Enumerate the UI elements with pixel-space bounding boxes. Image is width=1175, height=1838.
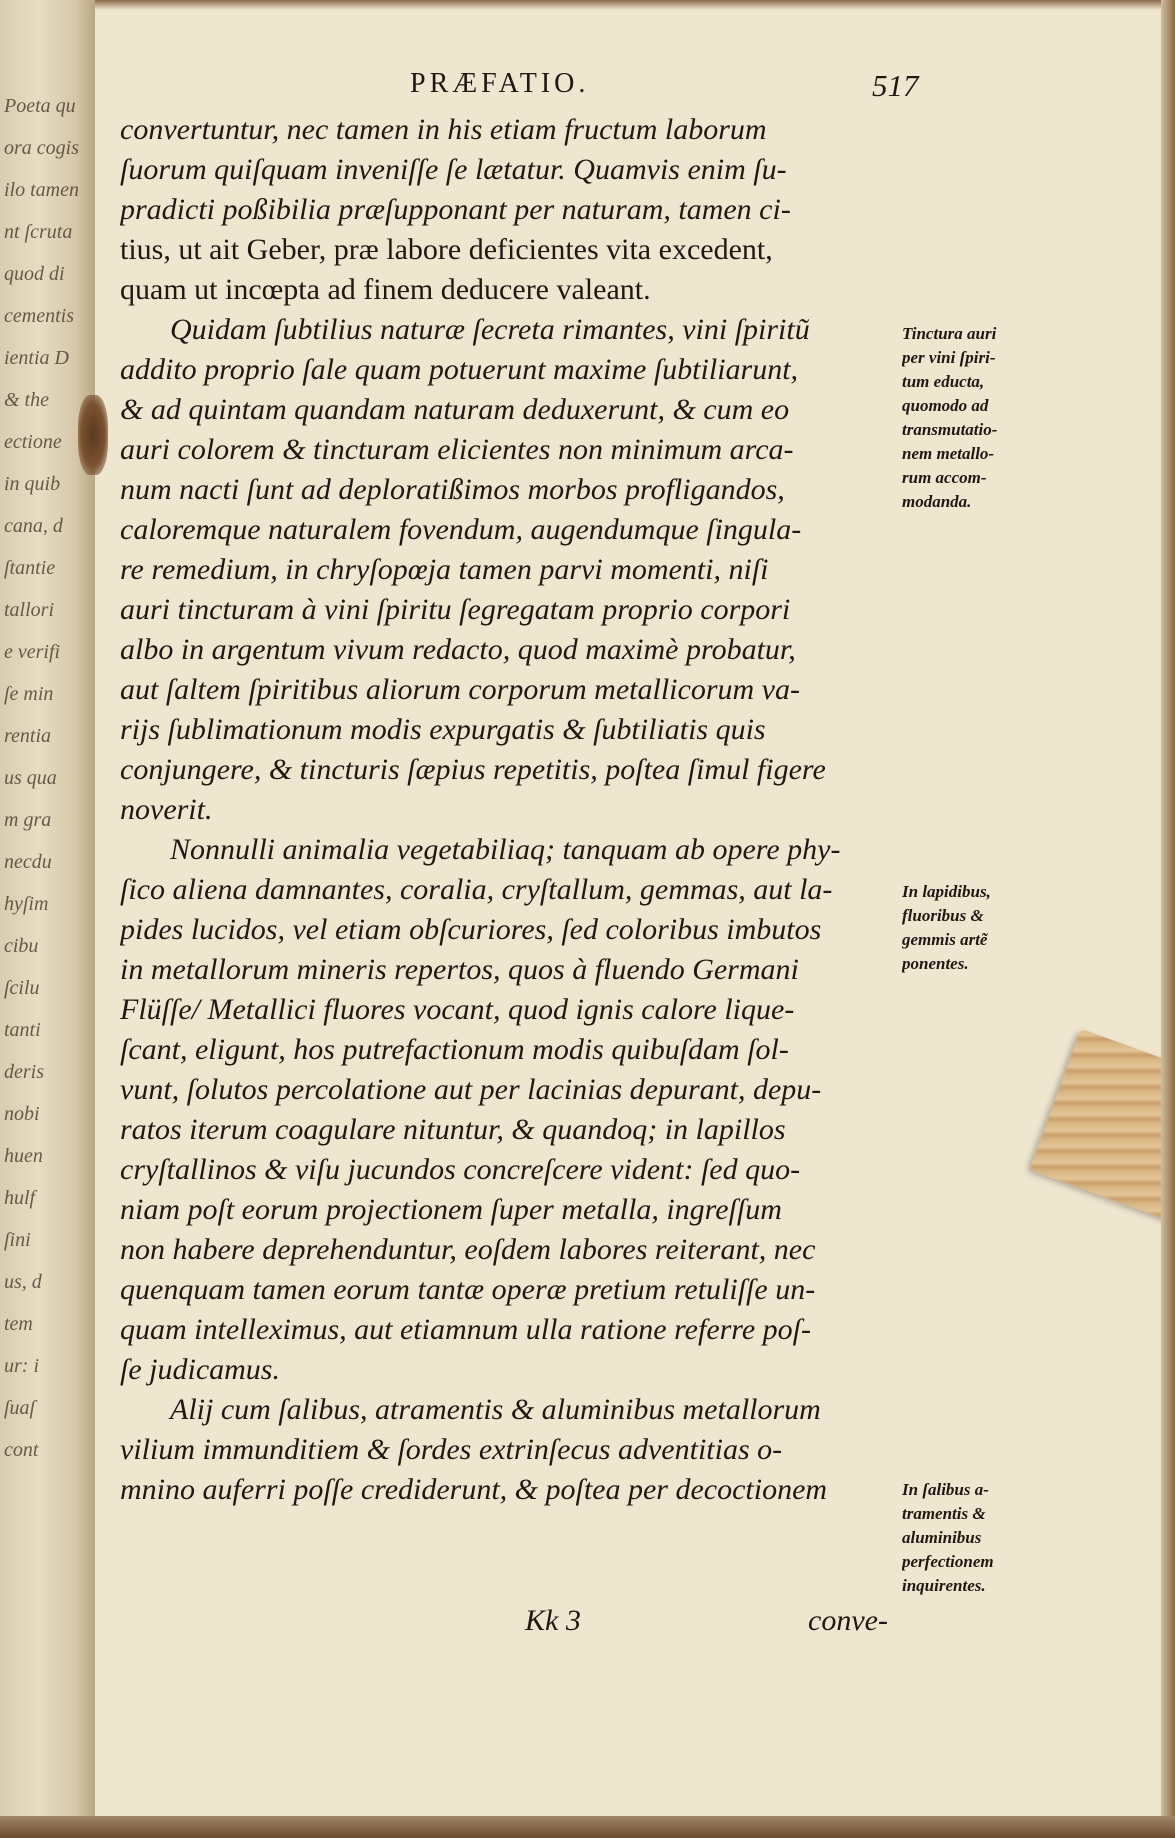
facing-page-fragment: ſcilu (4, 977, 40, 999)
text-line: ratos iterum coagulare nituntur, & quandoq; in lapillos (120, 1113, 786, 1146)
wooden-page-holder (1030, 1029, 1175, 1232)
text-line: Quidam ſubtilius naturæ ſecreta rimantes, vini ſpiritũ (170, 313, 810, 346)
margin-note-line: In ſalibus a- (902, 1480, 989, 1499)
facing-page-fragment: huen (4, 1145, 43, 1167)
facing-page-fragment: rentia (4, 725, 52, 747)
margin-note-line: gemmis artẽ (902, 930, 988, 949)
facing-page-fragment: ſtantie (4, 557, 56, 579)
page-bottom-edge (0, 1816, 1175, 1838)
text-line: pradicti poßibilia præſupponant per naturam, tamen ci- (120, 193, 791, 226)
facing-page-fragment: quod di (4, 263, 65, 285)
text-line: addito proprio ſale quam potuerunt maxime ſubtiliarunt, (120, 353, 799, 386)
facing-page-fragment: necdu (4, 851, 52, 873)
text-line: convertuntur, nec tamen in his etiam fructum laborum (120, 113, 767, 146)
body-text (120, 110, 910, 1510)
text-line: mnino auferri poſſe crediderunt, & poſtea per decoctionem (120, 1473, 828, 1506)
facing-page-fragment: nobi (4, 1103, 40, 1125)
margin-note-line: tramentis & (902, 1504, 986, 1523)
facing-page-fragment: ilo tamen (4, 179, 79, 201)
text-line: ſe judicamus. (120, 1353, 280, 1386)
text-line: caloremque naturalem fovendum, augendumque ſingula- (120, 513, 802, 546)
margin-note-line: transmutatio- (902, 420, 998, 439)
text-line: Alij cum ſalibus, atramentis & aluminibus metallorum (170, 1393, 821, 1426)
facing-page-fragment: cont (4, 1439, 39, 1461)
text-line: aut ſaltem ſpiritibus aliorum corporum metallicorum va- (120, 673, 800, 706)
margin-note-line: modanda. (902, 492, 972, 511)
text-line: conjungere, & tincturis ſæpius repetitis, poſtea ſimul figere (120, 753, 826, 786)
margin-note-line: tum educta, (902, 372, 985, 391)
running-title: PRÆFATIO. (410, 68, 590, 99)
text-line: ſcant, eligunt, hos putrefactionum modis quibuſdam ſol- (120, 1033, 789, 1066)
margin-note-line: In lapidibus, (902, 882, 991, 901)
margin-note-line: perfectionem (902, 1552, 994, 1571)
facing-page-fragment: ſe min (4, 683, 54, 705)
text-line: pides lucidos, vel etiam obſcuriores, ſed coloribus imbutos (120, 913, 822, 946)
text-line: albo in argentum vivum redacto, quod maximè probatur, (120, 633, 796, 666)
text-line: & ad quintam quandam naturam deduxerunt, & cum eo (120, 393, 790, 426)
facing-page-fragment: hyſim (4, 893, 49, 915)
facing-page-fragment: ur: i (4, 1355, 39, 1377)
facing-page-fragment: ſuaſ (4, 1397, 36, 1419)
text-line: Flüſſe/ Metallici fluores vocant, quod ignis calore lique- (120, 993, 795, 1026)
facing-page-fragment: deris (4, 1061, 44, 1083)
facing-page-fragment: ectione (4, 431, 62, 453)
margin-note-line: nem metallo- (902, 444, 995, 463)
margin-note-line: quomodo ad (902, 396, 989, 415)
text-line: auri colorem & tincturam elicientes non minimum arca- (120, 433, 794, 466)
facing-page-fragment: tem (4, 1313, 33, 1335)
margin-note-lapidibus (902, 880, 1052, 976)
page-number: 517 (872, 68, 919, 103)
text-line: in metallorum mineris repertos, quos à fluendo Germani (120, 953, 799, 986)
text-line: vunt, ſolutos percolatione aut per lacinias depurant, depu- (120, 1073, 822, 1106)
facing-page-fragment: & the (4, 389, 49, 411)
margin-note-salibus (902, 1478, 1052, 1598)
signature-mark: Kk 3 (525, 1604, 581, 1637)
facing-page-fragment: tallori (4, 599, 55, 621)
margin-note-tinctura (902, 322, 1052, 514)
facing-page-fragment: us, d (4, 1271, 42, 1293)
text-line: ſico aliena damnantes, coralia, cryſtallum, gemmas, aut la- (120, 873, 833, 906)
facing-page-fragment: ora cogis (4, 137, 79, 159)
text-line: rijs ſublimationum modis expurgatis & ſubtiliatis quis (120, 713, 766, 746)
facing-page-fragment: cana, d (4, 515, 63, 537)
text-line: non habere deprehenduntur, eoſdem labores reiterant, nec (120, 1233, 816, 1266)
running-header (120, 68, 930, 108)
margin-note-line: per vini ſpiri- (902, 348, 996, 367)
margin-note-line: rum accom- (902, 468, 987, 487)
text-line: auri tincturam à vini ſpiritu ſegregatam proprio corpori (120, 593, 791, 626)
text-line: tius, ut ait Geber, præ labore deficientes vita excedent, (120, 233, 773, 266)
margin-note-line: fluoribus & (902, 906, 984, 925)
ink-stain (78, 395, 108, 475)
margin-note-line: ponentes. (902, 954, 969, 973)
facing-page-fragment: Poeta qu (4, 95, 76, 117)
facing-page-fragment: cibu (4, 935, 39, 957)
facing-page-fragment: tanti (4, 1019, 41, 1041)
catchword: conve- (808, 1604, 888, 1637)
facing-page-fragment: in quib (4, 473, 61, 495)
facing-page-fragment: ientia D (4, 347, 69, 369)
text-line: noverit. (120, 793, 213, 826)
facing-page-fragment: ſini (4, 1229, 31, 1251)
facing-page-gutter (0, 0, 95, 1838)
facing-page-fragment: e verifi (4, 641, 61, 663)
text-line: re remedium, in chryſopœja tamen parvi momenti, niſi (120, 553, 769, 586)
margin-note-line: Tinctura auri (902, 324, 997, 343)
page-top-edge (95, 0, 1175, 10)
facing-page-fragment: cementis (4, 305, 74, 327)
page-right-edge (1161, 0, 1175, 1838)
text-line: quam ut incœpta ad finem deducere valeant. (120, 273, 651, 306)
margin-note-line: aluminibus (902, 1528, 982, 1547)
text-line: Nonnulli animalia vegetabiliaq; tanquam ab opere phy- (170, 833, 841, 866)
facing-page-fragment: m gra (4, 809, 52, 831)
margin-note-line: inquirentes. (902, 1576, 986, 1595)
facing-page-fragment: us qua (4, 767, 57, 789)
facing-page-fragment: nt ſcruta (4, 221, 73, 243)
text-line: num nacti ſunt ad deploratißimos morbos profligandos, (120, 473, 785, 506)
facing-page-fragment: hulf (4, 1187, 36, 1209)
text-line: ſuorum quiſquam inveniſſe ſe lætatur. Quamvis enim ſu- (120, 153, 787, 186)
text-line: quenquam tamen eorum tantæ operæ pretium retuliſſe un- (120, 1273, 816, 1306)
text-line: vilium immunditiem & ſordes extrinſecus adventitias o- (120, 1433, 783, 1466)
text-line: quam intelleximus, aut etiamnum ulla ratione referre poſ- (120, 1313, 812, 1346)
text-line: cryſtallinos & viſu jucundos concreſcere vident: ſed quo- (120, 1153, 801, 1186)
text-line: niam poſt eorum projectionem ſuper metalla, ingreſſum (120, 1193, 782, 1226)
